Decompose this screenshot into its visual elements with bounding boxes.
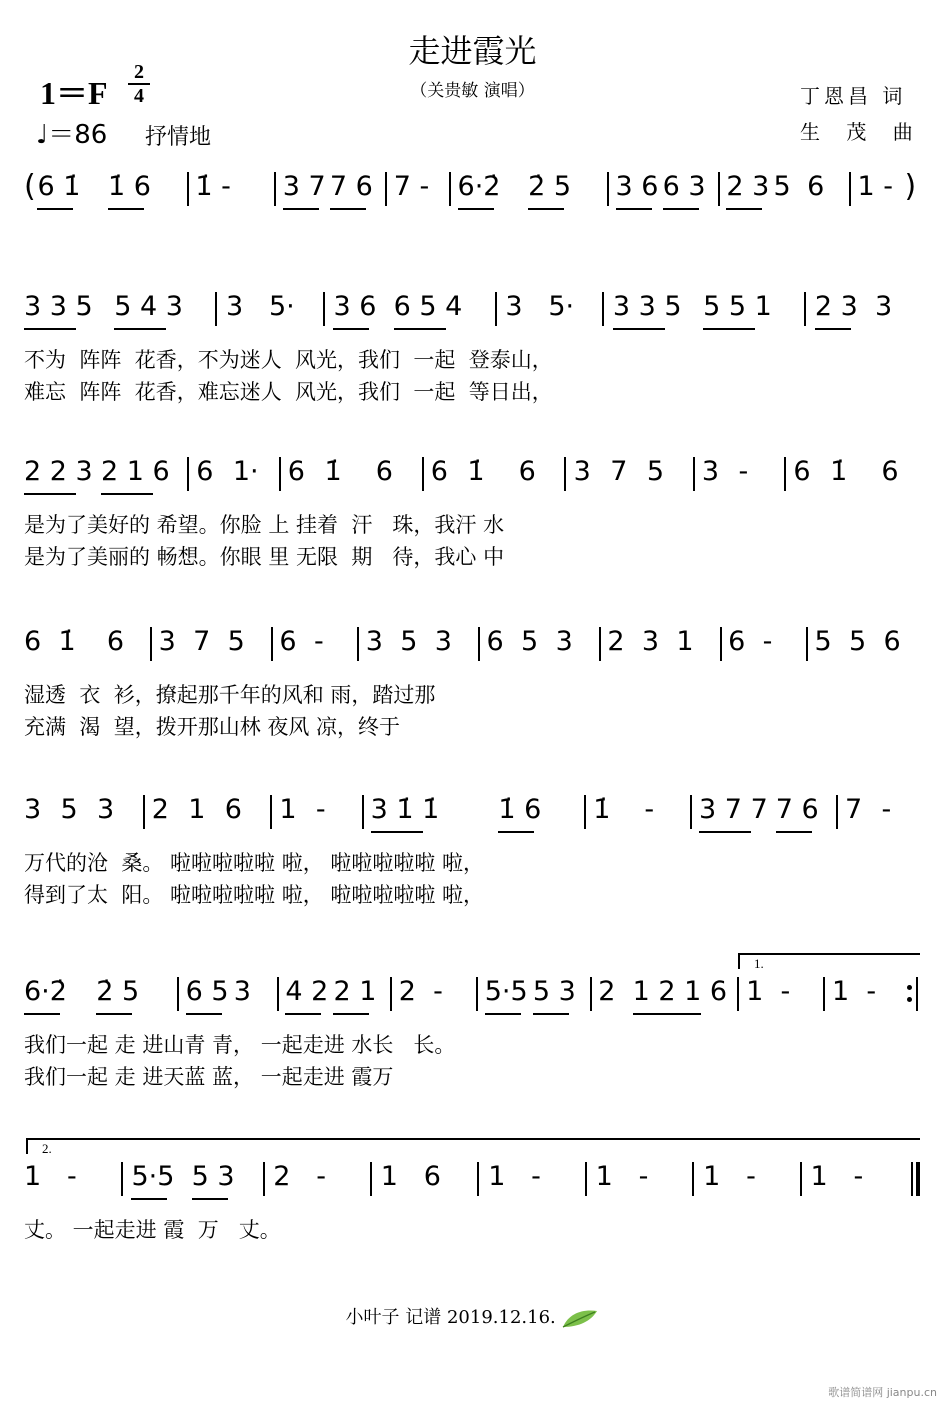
beam-line (192, 1198, 228, 1200)
note-group: 1 (24, 1161, 42, 1192)
note-group: - (313, 626, 324, 657)
beam-line (613, 328, 665, 330)
note-group: 5 5 1 (703, 291, 772, 322)
beam-line (485, 1013, 521, 1015)
note-group: 1 (380, 1161, 398, 1192)
meter-top: 2 (134, 61, 144, 83)
barline (607, 172, 609, 206)
note-group: 5 (848, 626, 867, 657)
barline (271, 627, 273, 661)
barline (690, 795, 692, 829)
note-group: 2 3 (814, 291, 858, 322)
note-group: 5 (60, 794, 78, 825)
note-group: 1 2 1 6 (632, 976, 728, 1007)
barline (323, 292, 325, 326)
note-group: 1 (810, 1161, 828, 1192)
transcriber-text: 小叶子 记谱 2019.12.16. (345, 1307, 556, 1328)
note-group: 5·5 (484, 976, 528, 1007)
final-barline (916, 1162, 920, 1196)
barline (449, 172, 451, 206)
note-group: 6 3 (662, 171, 706, 202)
barline (362, 795, 364, 829)
beam-line (333, 1013, 369, 1015)
lyric-verse-2: 得到了太 阳。 啦啦啦啦啦 啦， 啦啦啦啦啦 啦， (24, 883, 485, 907)
note-line (0, 290, 945, 334)
volta-number: 1. (754, 956, 764, 971)
note-group: 3 7 7 (699, 794, 768, 825)
composer-credit: 生 茂 曲 (800, 120, 923, 144)
note-group: - (531, 1161, 541, 1192)
barline (422, 457, 424, 491)
note-group: 5 (773, 171, 791, 202)
note-group: 5· (268, 291, 295, 322)
note-group: 2 (398, 976, 416, 1007)
barline (270, 795, 272, 829)
performer-note: （关贵敏 演唱） (410, 81, 535, 101)
note-group: 5 3 (532, 976, 576, 1007)
note-group: 1̇ (593, 794, 611, 825)
barline (806, 627, 808, 661)
beam-line (533, 1013, 569, 1015)
barline (590, 977, 592, 1011)
note-group: 6 (279, 626, 297, 657)
note-group: 2 1 (333, 976, 377, 1007)
beam-line (726, 208, 762, 210)
note-group: 6 (881, 456, 899, 487)
note-group: 2 (598, 976, 616, 1007)
transcriber-credit (0, 1303, 945, 1329)
note-group: 5 (227, 626, 245, 657)
note-line (0, 793, 945, 837)
note-group: 6 (793, 456, 811, 487)
note-group: 3 7 (282, 171, 326, 202)
song-title: 走进霞光 (408, 32, 537, 70)
barline (564, 457, 566, 491)
tempo-marking: ♩＝86 (36, 120, 108, 150)
note-group: 2 1 6 (100, 456, 170, 487)
note-line (0, 1160, 945, 1204)
beam-line (186, 1013, 222, 1015)
lyric-verse-2: 是为了美丽的 畅想。你眼 里 无限 期 待，我心 中 (24, 545, 505, 569)
expression-marking: 抒情地 (145, 125, 212, 150)
barline (584, 795, 586, 829)
note-group: 2̇ 5 (528, 171, 572, 202)
note-group: 6 (196, 456, 214, 487)
barline (849, 172, 851, 206)
note-group: 3 1̇ 1̇ (370, 794, 440, 825)
note-group: 6 (728, 626, 746, 657)
barline (274, 172, 276, 206)
beam-line (37, 208, 73, 210)
site-watermark: 歌谱简谱网 jianpu.cn (828, 1386, 937, 1399)
barline (737, 977, 739, 1011)
barline (215, 292, 217, 326)
leaf-icon (561, 1307, 599, 1329)
beam-line (699, 831, 751, 833)
barline (478, 627, 480, 661)
beam-line (101, 493, 153, 495)
note-group: 1 (746, 976, 764, 1007)
note-group: 1 (279, 794, 297, 825)
beam-line (96, 1013, 132, 1015)
lyric-verse-2: 充满 渴 望，拨开那山林 夜风 凉，终于 (24, 715, 401, 739)
note-group: 1 (703, 1161, 721, 1192)
beam-line (633, 1013, 701, 1015)
note-group: - (66, 1161, 77, 1192)
barline (370, 1162, 372, 1196)
note-group: 1 - (857, 171, 894, 202)
barline (599, 627, 601, 661)
beam-line (458, 208, 494, 210)
note-line (0, 455, 945, 499)
beam-line (394, 328, 446, 330)
note-group: 7 (610, 456, 628, 487)
barline (720, 627, 722, 661)
note-group: 7 - (393, 171, 430, 202)
repeat-dot (907, 997, 912, 1002)
note-group: - (638, 1161, 649, 1192)
beam-line (24, 1013, 60, 1015)
note-group: 1̇ (58, 626, 76, 657)
note-group: - (738, 456, 749, 487)
barline (693, 457, 695, 491)
note-group: 2 (607, 626, 625, 657)
note-group: 5 (400, 626, 418, 657)
beam-line (108, 208, 144, 210)
beam-line (24, 328, 76, 330)
barline (277, 977, 279, 1011)
barline (476, 977, 478, 1011)
barline (477, 1162, 479, 1196)
barline (390, 977, 392, 1011)
note-group: 3 (96, 794, 115, 825)
barline (279, 457, 281, 491)
barline (385, 172, 387, 206)
repeat-barline (916, 977, 918, 1011)
barline (187, 172, 189, 206)
note-line (0, 975, 945, 1019)
note-group: 3 (573, 456, 591, 487)
note-group: 3 (641, 626, 660, 657)
volta-bracket (26, 1138, 920, 1154)
note-group: 2̇ 5 (96, 976, 140, 1007)
barline (263, 1162, 265, 1196)
note-group: 6 1̇ (37, 171, 81, 202)
lyric-verse-2: 难忘 阵阵 花香，难忘迷人 风光，我们 一起 等日出， (24, 380, 553, 404)
note-group: 6 (224, 794, 242, 825)
barline (784, 457, 786, 491)
barline (357, 627, 359, 661)
beam-line (663, 208, 699, 210)
barline (495, 292, 497, 326)
note-group: 6 (423, 1161, 441, 1192)
note-group: 6 (807, 171, 825, 202)
note-group: 6 5 (185, 976, 229, 1007)
repeat-dot (907, 985, 912, 990)
barline (602, 292, 604, 326)
note-group: 6 (375, 456, 393, 487)
note-group: 3 (505, 291, 523, 322)
lyric-verse-1: 万代的沧 桑。 啦啦啦啦啦 啦， 啦啦啦啦啦 啦， (24, 851, 485, 875)
note-group: 2 (273, 1161, 291, 1192)
note-group: 5 3 (191, 1161, 235, 1192)
note-group: 4 2 (285, 976, 329, 1007)
note-group: 6 5 4 (393, 291, 463, 322)
note-group: 6 (430, 456, 448, 487)
barline (121, 1162, 123, 1196)
note-group: 6·2̇ (24, 976, 67, 1007)
note-group: 1 (676, 626, 694, 657)
barline (692, 1162, 694, 1196)
note-group: - (315, 794, 326, 825)
note-group: 3 (555, 626, 573, 657)
note-group: 1̇ (830, 456, 848, 487)
note-group: 3 (365, 626, 383, 657)
note-group: 7 6 (775, 794, 819, 825)
beam-line (703, 328, 755, 330)
note-group: 1̇ - (195, 171, 231, 202)
lyric-verse-2: 我们一起 走 进天蓝 蓝， 一起走进 霞万 (24, 1065, 394, 1089)
note-group: - (316, 1161, 327, 1192)
beam-line (333, 328, 369, 330)
beam-line (114, 328, 166, 330)
note-group: 5·5 (131, 1161, 175, 1192)
barline (187, 457, 189, 491)
barline (150, 627, 152, 661)
note-group: - (853, 1161, 864, 1192)
note-group: 6 (883, 626, 901, 657)
note-group: 1̇ 6 (498, 794, 542, 825)
barline (718, 172, 720, 206)
note-line (0, 170, 945, 214)
barline (836, 795, 838, 829)
time-signature (128, 62, 150, 106)
beam-line (330, 208, 366, 210)
note-group: 5· (548, 291, 575, 322)
note-group: 5 4 3 (114, 291, 183, 322)
note-group: 1 (832, 976, 850, 1007)
lyric-verse-1: 湿透 衣 衫，撩起那千年的风和 雨，踏过那 (24, 683, 436, 707)
note-group: 3 (875, 291, 893, 322)
lyric-verse-1: 不为 阵阵 花香，不为迷人 风光，我们 一起 登泰山， (24, 348, 553, 372)
beam-line (131, 1198, 167, 1200)
note-group: 3 (434, 626, 452, 657)
note-group: 1̇ 6 (108, 171, 151, 202)
note-group: - (746, 1161, 756, 1192)
note-group: 2 (151, 794, 169, 825)
lyric-verse-1: 丈。 一起走进 霞 万 丈。 (24, 1218, 281, 1242)
beam-line (528, 208, 564, 210)
beam-line (24, 493, 76, 495)
beam-line (815, 328, 851, 330)
note-group: 6·2̇ (457, 171, 501, 202)
note-group: 3 6 (615, 171, 659, 202)
beam-line (285, 1013, 321, 1015)
parenthesis: ) (904, 169, 917, 204)
note-group: 7 6 (329, 171, 373, 202)
note-group: 6 (518, 456, 536, 487)
meter-bottom: 4 (134, 85, 144, 107)
note-group: 2 2 3 (24, 456, 93, 487)
note-group: 3 (24, 794, 42, 825)
note-group: 1· (232, 456, 259, 487)
note-group: 3 3 5 (612, 291, 682, 322)
parenthesis: ( (24, 169, 36, 204)
note-group: 5 (814, 626, 832, 657)
note-group: 1 (595, 1161, 613, 1192)
barline (585, 1162, 587, 1196)
note-group: 3 (226, 291, 244, 322)
note-group: 3 6 (333, 291, 377, 322)
note-group: 7 (845, 794, 863, 825)
note-group: - (866, 976, 877, 1007)
barline (804, 292, 806, 326)
note-group: - (762, 626, 773, 657)
note-group: 3 (701, 456, 719, 487)
lyric-verse-1: 我们一起 走 进山青 青， 一起走进 水长 长。 (24, 1033, 456, 1057)
note-group: 6 (486, 626, 504, 657)
note-group: 7 (193, 626, 211, 657)
note-group: 2 3 (726, 171, 770, 202)
barline (143, 795, 145, 829)
barline (800, 1162, 802, 1196)
beam-line (776, 831, 812, 833)
note-group: - (644, 794, 655, 825)
beam-line (371, 831, 423, 833)
note-group: 1 (488, 1161, 506, 1192)
final-barline (911, 1162, 913, 1196)
beam-line (616, 208, 652, 210)
note-group: 5 (521, 626, 539, 657)
beam-line (283, 208, 319, 210)
lyricist-credit: 丁恩昌 词 (800, 84, 907, 108)
note-group: 6 (106, 626, 125, 657)
key-signature: 1＝F (40, 75, 108, 111)
note-group: 1̇ (324, 456, 342, 487)
note-group: - (433, 976, 443, 1007)
lyric-verse-1: 是为了美好的 希望。你脸 上 挂着 汗 珠，我汗 水 (24, 513, 505, 537)
note-group: 6 (24, 626, 42, 657)
note-group: 3 (233, 976, 251, 1007)
note-group: 5 (646, 456, 665, 487)
note-group: 1̇ (467, 456, 485, 487)
note-group: - (780, 976, 791, 1007)
note-line (0, 625, 945, 669)
barline (823, 977, 825, 1011)
note-group: - (881, 794, 892, 825)
note-group: 3 3 5 (24, 291, 93, 322)
note-group: 6 (287, 456, 305, 487)
volta-number: 2. (42, 1141, 52, 1156)
volta-bracket (738, 953, 920, 969)
barline (177, 977, 179, 1011)
note-group: 1 (188, 794, 206, 825)
note-group: 3 (158, 626, 176, 657)
beam-line (498, 831, 534, 833)
